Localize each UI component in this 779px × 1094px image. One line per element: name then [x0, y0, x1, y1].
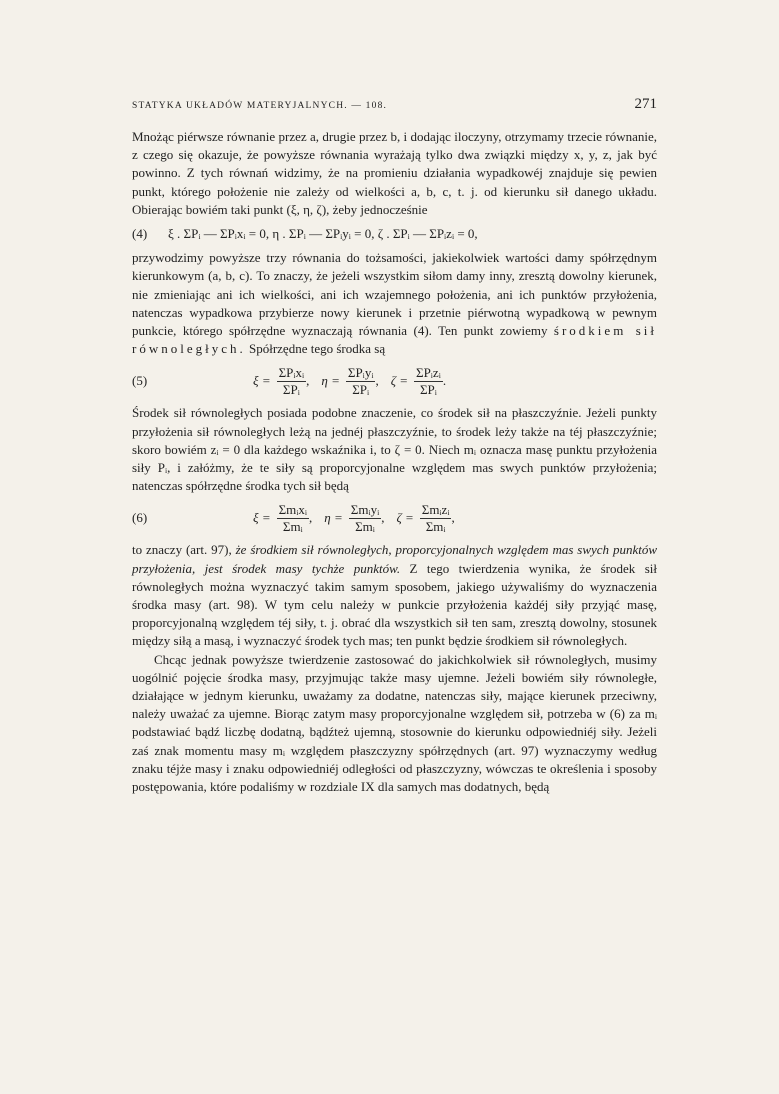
fraction: [277, 364, 310, 398]
term-lhs: η =: [324, 510, 343, 526]
separator: ,: [381, 510, 385, 526]
separator: ,: [375, 373, 379, 389]
paragraph-2: [132, 249, 657, 358]
term-lhs: η =: [321, 373, 340, 389]
paragraph-3: Środek sił równoległych posiada podobne znaczenie, co środek sił na płaszczyźnie. Jeżeli punkty przyłożenia sił równoległych leżą na jednéj płaszczyźnie, to środek leży także na téj płaszczyźnie; skoro bowiém zᵢ = 0 dla każdego wskaźnika i, to ζ = 0. Niech mᵢ oznacza masę punktu przyłożenia siły Pᵢ, i załóżmy, że te siły są proporcyjonalne względem mas swych punktów przyłożenia; natenczas spółrzędne środka tych sił będą: [132, 405, 657, 494]
separator: ,: [309, 510, 313, 526]
numerator: Σmᵢxᵢ: [278, 501, 308, 517]
equation-5-label: (5): [132, 373, 148, 389]
equation-5-body: [168, 365, 657, 398]
theorem-statement: że środkiem sił równoległych, proporcyjonalnych względem mas swych punktów przyłożenia, jest środek masy tychże punktów.: [132, 542, 657, 576]
denominator: ΣPᵢ: [282, 381, 300, 397]
separator: ,: [451, 510, 455, 526]
paragraph-1: Mnożąc piérwsze równanie przez a, drugie przez b, i dodając iloczyny, otrzymamy trzecie równanie, z czego się okazuje, że powyższe równania wyrażają tylko dwa związki między x, y, z, jak być powinno. Z tych równań widzimy, że na promieniu działania wypadkowéj znajduje się pewien punkt, którego położenie nie zależy od wielkości a, b, c, t. j. od kierunku sił danego układu. Obierając bowiém taki punkt (ξ, η, ζ), żeby jednocześnie: [132, 129, 657, 217]
running-title: STATYKA UKŁADÓW MATERYJALNYCH. — 108.: [132, 101, 388, 111]
numerator: Σmᵢzᵢ: [421, 501, 450, 517]
page-body: [132, 128, 657, 796]
equation-4-label: (4): [132, 226, 148, 242]
equation-4: [132, 225, 657, 243]
term-lhs: ζ =: [396, 510, 414, 526]
term-lhs: ζ =: [390, 373, 408, 389]
separator: .: [442, 373, 447, 389]
paragraph-4-lead: to znaczy (art. 97),: [132, 542, 232, 558]
separator: ,: [306, 373, 310, 389]
fraction: [346, 364, 379, 398]
denominator: Σmᵢ: [355, 518, 375, 534]
equation-5: [132, 362, 657, 400]
fraction: [349, 502, 381, 535]
paragraph-4: [132, 541, 657, 650]
numerator: ΣPᵢzᵢ: [416, 364, 441, 380]
denominator: Σmᵢ: [425, 518, 446, 534]
equation-6-term-xi: [253, 502, 312, 535]
term-lhs: ξ =: [253, 510, 271, 526]
defined-term: środkiem sił równoległych.: [132, 323, 658, 357]
denominator: Σmᵢ: [282, 518, 303, 534]
term-lhs: ξ =: [253, 373, 271, 389]
denominator: ΣPᵢ: [419, 381, 437, 397]
equation-5-term-zeta: [391, 365, 446, 398]
equation-6: [132, 499, 657, 537]
paragraph-2-tail: Spółrzędne tego środka są: [248, 341, 386, 357]
page-header: [132, 96, 657, 113]
numerator: ΣPᵢxᵢ: [278, 364, 305, 380]
equation-6-term-zeta: [396, 502, 454, 535]
fraction: [420, 501, 455, 535]
page-number: 271: [634, 96, 657, 112]
paragraph-5: Chcąc jednak powyższe twierdzenie zastosować do jakichkolwiek sił równoległych, musimy uogólnić pojęcie środka masy, przyjmując także masy ujemne. Jeżeli bowiém siły równoległe, działające w jednym kierunku, uważamy za dodatne, natenczas siły, mające kierunek przeciwny, należy uważać za ujemne. Biorąc zatym masy proporcyjonalne względem sił, potrzeba w (6) za mᵢ podstawiać bądź liczbę dodatną, bądźteż ujemną, stosownie do kierunku odpowiedniéj siły. Jeżeli zaś znak momentu masy mᵢ względem płaszczyzny spółrzędnych (art. 97) wyznaczymy według znaku téjże masy i znaku odpowiedniéj odległości od płaszczyzny, wówczas te określenia i sposoby postępowania, które podaliśmy w rozdziale IX dla samych mas dodatnych, będą: [132, 651, 657, 795]
paragraph-4-text: Z tego twierdzenia wynika, że środek sił równoległych można wyznaczyć takim samym sposobem, jakiego używaliśmy do wyznaczenia środka masy (art. 98). W tym celu należy w punkcie przyłożenia każdéj siły przyjąć masę, proporcyjonalną względem téj siły, t. j. obrać dla wszystkich sił ten sam, zresztą dowolny, stosunek między siłą a masą, i wyznaczyć środek tych mas; ten punkt będzie środkiem sił równoległych.: [132, 560, 657, 649]
fraction: [414, 365, 443, 398]
numerator: ΣPᵢyᵢ: [347, 364, 374, 380]
equation-5-term-xi: [253, 365, 309, 398]
numerator: Σmᵢyᵢ: [350, 501, 380, 517]
equation-6-term-eta: [324, 502, 384, 535]
equation-6-label: (6): [132, 510, 148, 526]
equation-5-term-eta: [321, 365, 378, 398]
denominator: ΣPᵢ: [352, 381, 370, 397]
equation-6-body: [168, 502, 657, 535]
fraction: [277, 502, 309, 535]
paragraph-2-text: przywodzimy powyższe trzy równania do tożsamości, jakiekolwiek wartości damy spółrzędnym kierunkowym (a, b, c). To znaczy, że jeżeli wszystkim siłom damy inny, zresztą dowolny kierunek, nie zmieniając ani ich wielkości, ani ich wzajemnego położenia, ani ich punktów przyłożenia, natenczas wypadkowa przybierze nowy kierunek i przetnie piérwotną wypadkową w pewnym punkcie, którego spółrzędne wyznaczają równania (4). Ten punkt zowiemy: [132, 250, 657, 339]
equation-4-body: ξ . ΣPᵢ — ΣPᵢxᵢ = 0, η . ΣPᵢ — ΣPᵢyᵢ = 0, ζ . ΣPᵢ — ΣPᵢzᵢ = 0,: [168, 226, 478, 242]
